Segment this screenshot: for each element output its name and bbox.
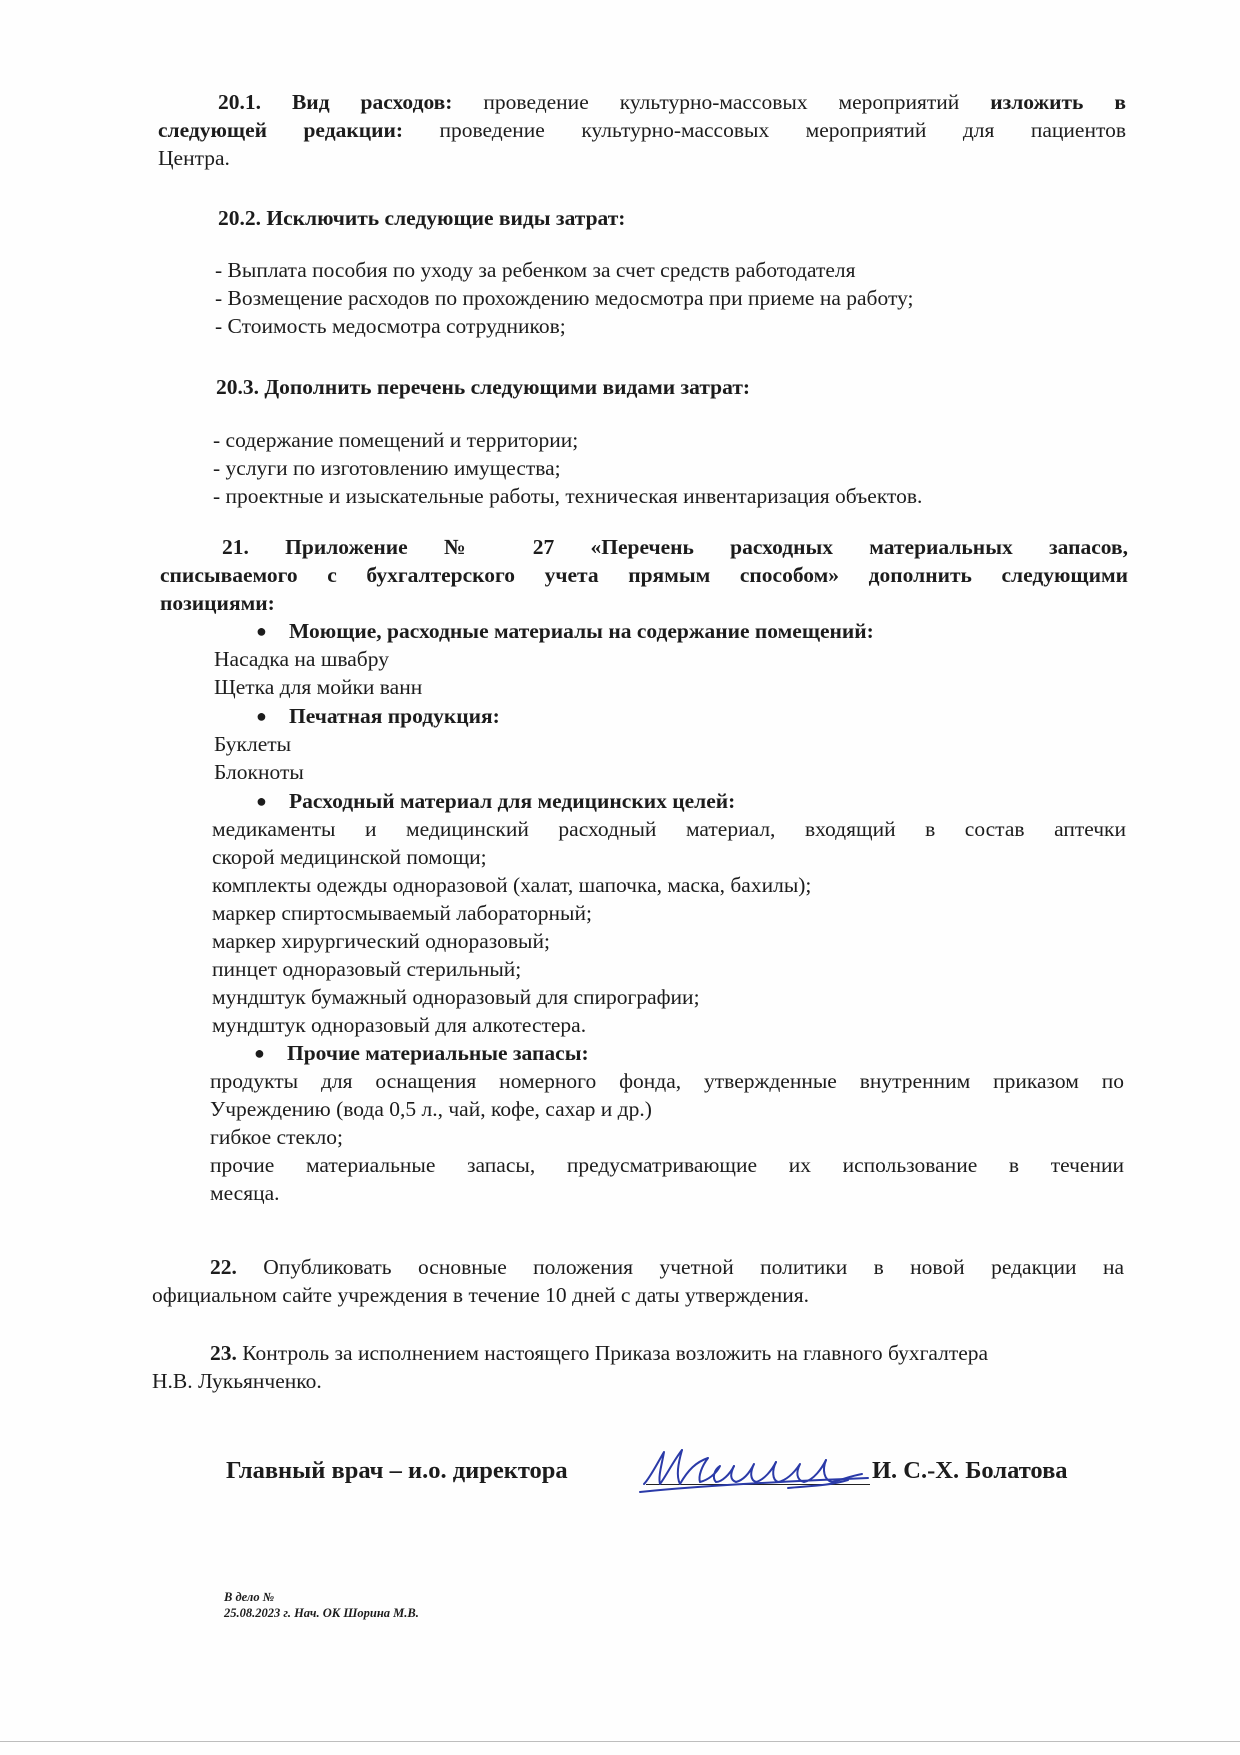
p21-line3: позициями: — [160, 591, 275, 615]
bullet-icon: ● — [256, 706, 267, 726]
category-item: пинцет одноразовый стерильный; — [212, 957, 522, 981]
signature-image — [638, 1440, 870, 1502]
p20-2-item: - Стоимость медосмотра сотрудников; — [215, 314, 566, 338]
p23-line1 — [210, 1339, 988, 1367]
category-item: скорой медицинской помощи; — [212, 845, 487, 869]
p20-1-line2 — [158, 116, 1126, 144]
p22-line2: официальном сайте учреждения в течение 10 дней с даты утверждения. — [152, 1283, 810, 1307]
category-item: медикаменты и медицинский расходный материал, входящий в состав аптечки — [212, 817, 1126, 841]
bullet-icon: ● — [256, 791, 267, 811]
footer-author-note: 25.08.2023 г. Нач. ОК Шорина М.В. — [224, 1606, 419, 1620]
scan-edge-line — [0, 1741, 1240, 1742]
p21-line2: списываемого с бухгалтерского учета прямым способом» дополнить следующими — [160, 563, 1128, 587]
category-item: Учреждению (вода 0,5 л., чай, кофе, сахар и др.) — [210, 1097, 652, 1121]
p20-1-line1 — [218, 88, 1126, 116]
category-heading: Печатная продукция: — [289, 704, 500, 728]
p20-3-heading: 20.3. Дополнить перечень следующими видами затрат: — [216, 375, 751, 399]
category-item: месяца. — [210, 1181, 280, 1205]
p21-line1: 21. Приложение № 27 «Перечень расходных материальных запасов, — [222, 535, 1128, 559]
p23-text: Контроль за исполнением настоящего Приказа возложить на главного бухгалтера — [242, 1341, 989, 1365]
p20-1-text: проведение культурно-массовых мероприятий — [483, 90, 960, 114]
p20-1-line3: Центра. — [158, 146, 230, 170]
category-heading: Прочие материальные запасы: — [287, 1041, 589, 1065]
p22-line1 — [210, 1253, 1124, 1281]
p20-1-label: Вид расходов: — [291, 90, 453, 114]
p20-1-action: изложить в — [990, 90, 1127, 114]
category-item: мундштук одноразовый для алкотестера. — [212, 1013, 587, 1037]
p20-2-item: - Выплата пособия по уходу за ребенком за счет средств работодателя — [215, 258, 856, 282]
p20-1-label2: следующей редакции: — [158, 118, 404, 142]
p23-line2: Н.В. Лукьянченко. — [152, 1369, 322, 1393]
category-item: Буклеты — [214, 732, 292, 756]
category-item: прочие материальные запасы, предусматривающие их использование в течении — [210, 1153, 1124, 1177]
p20-2-heading: 20.2. Исключить следующие виды затрат: — [218, 206, 626, 230]
p20-3-item: - содержание помещений и территории; — [213, 428, 579, 452]
p23-number: 23. — [210, 1341, 237, 1365]
category-item: Насадка на швабру — [214, 647, 389, 671]
category-item: гибкое стекло; — [210, 1125, 343, 1149]
p22-text: Опубликовать основные положения учетной политики в новой редакции на — [263, 1255, 1125, 1279]
category-item: мундштук бумажный одноразовый для спирографии; — [212, 985, 700, 1009]
category-item: комплекты одежды одноразовой (халат, шапочка, маска, бахилы); — [212, 873, 812, 897]
category-item: маркер хирургический одноразовый; — [212, 929, 550, 953]
bullet-icon: ● — [256, 621, 267, 641]
p20-3-item: - проектные и изыскательные работы, техническая инвентаризация объектов. — [213, 484, 923, 508]
category-item: Щетка для мойки ванн — [214, 675, 423, 699]
bullet-icon: ● — [254, 1043, 265, 1063]
category-item: Блокноты — [214, 760, 304, 784]
p22-number: 22. — [210, 1255, 237, 1279]
category-heading: Моющие, расходные материалы на содержание помещений: — [289, 619, 874, 643]
category-item: маркер спиртосмываемый лабораторный; — [212, 901, 592, 925]
p20-2-item: - Возмещение расходов по прохождению медосмотра при приеме на работу; — [215, 286, 914, 310]
category-item: продукты для оснащения номерного фонда, утвержденные внутренним приказом по — [210, 1069, 1124, 1093]
p20-3-item: - услуги по изготовлению имущества; — [213, 456, 561, 480]
p20-1-text2: проведение культурно-массовых мероприятий для пациентов — [439, 118, 1126, 142]
signatory-title: Главный врач – и.о. директора — [226, 1457, 568, 1484]
signatory-name: И. С.-Х. Болатова — [872, 1457, 1068, 1484]
category-heading: Расходный материал для медицинских целей: — [289, 789, 736, 813]
footer-file-note: В дело № — [224, 1590, 275, 1604]
p20-1-number: 20.1. — [218, 90, 261, 114]
